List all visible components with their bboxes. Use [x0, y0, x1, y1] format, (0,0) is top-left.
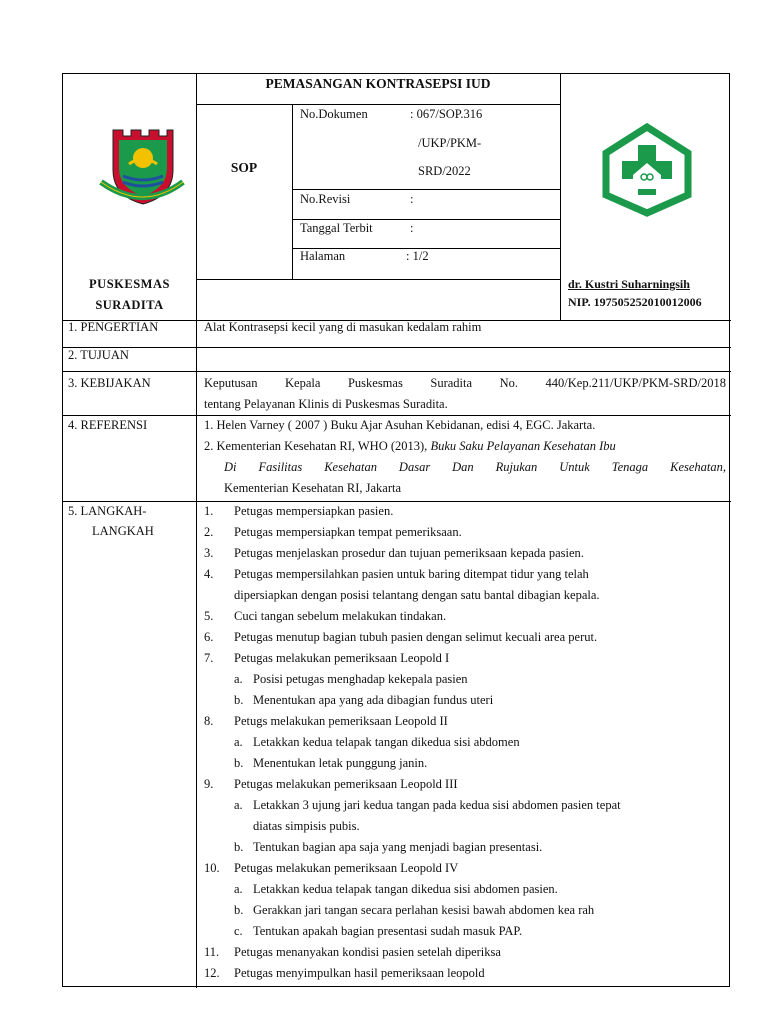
step-text: Petugas melakukan pemeriksaan Leopold III	[234, 777, 458, 791]
step-text: Petugas menjelaskan prosedur dan tujuan pemeriksaan kepada pasien.	[234, 546, 584, 560]
step-number: a.	[234, 882, 243, 896]
step-text: Letakkan 3 ujung jari kedua tangan pada kedua sisi abdomen pasien tepat	[253, 798, 621, 812]
kebijakan-text: Keputusan Kepala Puskesmas Suradita No. 440/Kep.211/UKP/PKM-SRD/2018	[204, 376, 726, 390]
step-number: 1.	[204, 504, 214, 518]
step-text: Petugas melakukan pemeriksaan Leopold IV	[234, 861, 459, 875]
step-text: dipersiapkan dengan posisi telantang dengan satu bantal dibagian kepala.	[234, 588, 600, 602]
rule	[196, 279, 560, 280]
step-text: Petugs melakukan pemeriksaan Leopold II	[234, 714, 448, 728]
kebijakan-text: tentang Pelayanan Klinis di Puskesmas Suradita.	[204, 397, 448, 411]
step-number: 4.	[204, 567, 214, 581]
step-text: Cuci tangan sebelum melakukan tindakan.	[234, 609, 447, 623]
revision-label: No.Revisi	[300, 192, 351, 206]
step-text: Tentukan apakah bagian presentasi sudah masuk PAP.	[253, 924, 523, 938]
step-number: 11.	[204, 945, 220, 959]
step-number: 9.	[204, 777, 214, 791]
reference-item: 1. Helen Varney ( 2007 ) Buku Ajar Asuhan Kebidanan, edisi 4, EGC. Jakarta.	[204, 418, 596, 432]
step-text: Tentukan bagian apa saja yang menjadi bagian presentasi.	[253, 840, 543, 854]
step-number: b.	[234, 693, 244, 707]
step-text: Petugas menutup bagian tubuh pasien dengan selimut kecuali area perut.	[234, 630, 598, 644]
signer-name: dr. Kustri Suharningsih	[568, 277, 690, 291]
rule	[292, 189, 560, 190]
revision-value: :	[410, 192, 414, 206]
step-number: a.	[234, 798, 243, 812]
rule	[63, 347, 731, 348]
step-text: Petugas melakukan pemeriksaan Leopold I	[234, 651, 450, 665]
column-divider	[196, 74, 197, 988]
section-label-tujuan: 2. TUJUAN	[68, 348, 129, 362]
step-text: diatas simpisis pubis.	[253, 819, 360, 833]
doc-number-value: /UKP/PKM-	[418, 136, 482, 150]
step-text: Menentukan apa yang ada dibagian fundus uteri	[253, 693, 494, 707]
issue-date-label: Tanggal Terbit	[300, 221, 373, 235]
city-crest-logo	[99, 124, 185, 206]
issue-date-value: :	[410, 221, 414, 235]
page-label: Halaman	[300, 249, 346, 263]
step-text: Menentukan letak punggung janin.	[253, 756, 428, 770]
reference-item: 2. Kementerian Kesehatan RI, WHO (2013), Buku Saku Pelayanan Kesehatan Ibu	[204, 439, 616, 453]
step-number: c.	[234, 924, 243, 938]
header-divider	[292, 104, 293, 279]
header-divider	[560, 74, 561, 320]
signer-nip: NIP. 197505252010012006	[568, 295, 702, 309]
puskesmas-name: PUSKESMAS	[89, 277, 170, 291]
step-number: 7.	[204, 651, 214, 665]
step-number: b.	[234, 903, 244, 917]
step-number: 8.	[204, 714, 214, 728]
step-text: Posisi petugas menghadap kekepala pasien	[253, 672, 468, 686]
reference-item: Kementerian Kesehatan RI, Jakarta	[224, 481, 402, 495]
step-number: a.	[234, 672, 243, 686]
section-label-kebijakan: 3. KEBIJAKAN	[68, 376, 151, 390]
step-text: Letakkan kedua telapak tangan dikedua sisi abdomen pasien.	[253, 882, 558, 896]
step-number: 12.	[204, 966, 220, 980]
step-number: 5.	[204, 609, 214, 623]
puskesmas-logo	[602, 123, 692, 217]
step-number: b.	[234, 840, 244, 854]
rule	[63, 371, 731, 372]
puskesmas-name: SURADITA	[95, 298, 164, 312]
step-text: Letakkan kedua telapak tangan dikedua sisi abdomen	[253, 735, 520, 749]
rule	[63, 415, 731, 416]
step-text: Petugas mempersilahkan pasien untuk baring ditempat tidur yang telah	[234, 567, 589, 581]
step-number: 2.	[204, 525, 214, 539]
document-title: PEMASANGAN KONTRASEPSI IUD	[265, 76, 491, 91]
sop-label: SOP	[230, 160, 258, 175]
step-number: b.	[234, 756, 244, 770]
section-label-pengertian: 1. PENGERTIAN	[68, 320, 159, 334]
section-text-pengertian: Alat Kontrasepsi kecil yang di masukan kedalam rahim	[204, 320, 482, 334]
page-value: : 1/2	[406, 249, 429, 263]
reference-item: Di Fasilitas Kesehatan Dasar Dan Rujukan Untuk Tenaga Kesehatan,	[224, 460, 726, 474]
sop-document	[62, 73, 730, 987]
rule	[292, 219, 560, 220]
section-label-langkah: 5. LANGKAH-	[68, 504, 147, 518]
step-text: Petugas mempersiapkan pasien.	[234, 504, 394, 518]
step-text: Petugas mempersiapkan tempat pemeriksaan.	[234, 525, 462, 539]
rule	[63, 501, 731, 502]
rule	[196, 104, 560, 105]
doc-number-label: No.Dokumen	[300, 107, 368, 121]
section-label-referensi: 4. REFERENSI	[68, 418, 148, 432]
step-number: a.	[234, 735, 243, 749]
step-number: 10.	[204, 861, 220, 875]
doc-number-value: SRD/2022	[418, 164, 471, 178]
step-number: 3.	[204, 546, 214, 560]
step-text: Petugas menyimpulkan hasil pemeriksaan leopold	[234, 966, 485, 980]
step-text: Gerakkan jari tangan secara perlahan kesisi bawah abdomen kea rah	[253, 903, 595, 917]
doc-number-value: : 067/SOP.316	[410, 107, 483, 121]
step-number: 6.	[204, 630, 214, 644]
section-label-langkah: LANGKAH	[92, 524, 154, 538]
step-text: Petugas menanyakan kondisi pasien setelah diperiksa	[234, 945, 501, 959]
